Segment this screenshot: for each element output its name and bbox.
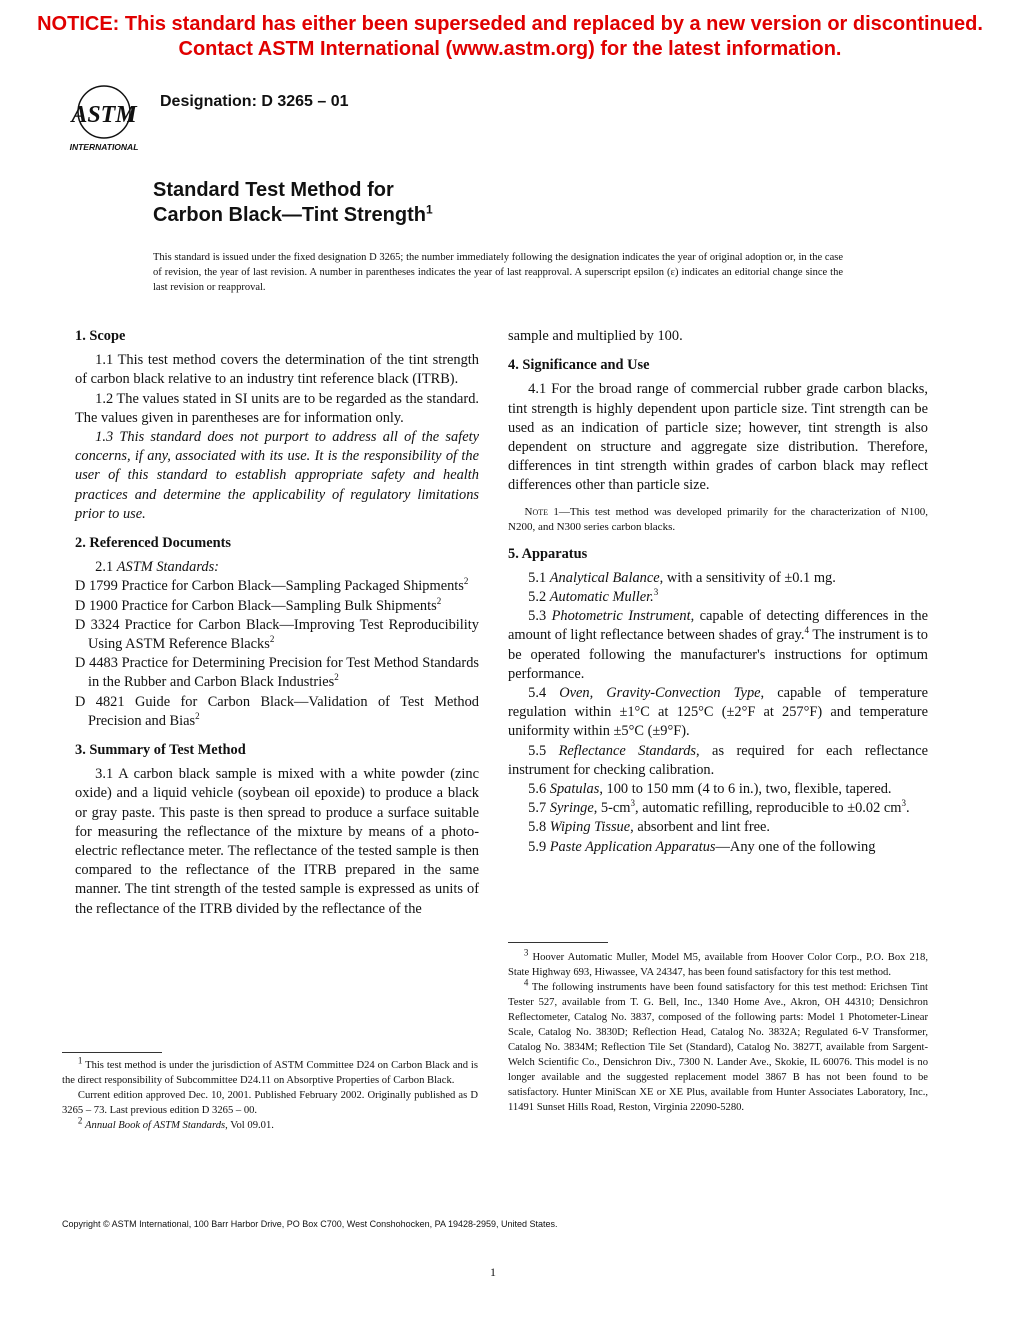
section-referenced-heading: 2. Referenced Documents [75,535,231,552]
footnote-3-marker: 3 [523,947,529,958]
footnote-3 [508,947,928,980]
ref-footnote-ref: 2 [436,595,442,606]
section-apparatus-heading: 5. Apparatus [508,545,588,562]
apparatus-text: , 5-cm [593,800,631,817]
note-1-text: —This test method was developed primarily for the characterization of N100, N200, and N300 series carbon blacks. [508,505,929,533]
section-significance-heading: 4. Significance and Use [508,357,650,374]
ref-item-text: D 4483 Practice for Determining Precision for Test Method Standards in the Rubber and Carbon Black Industries [75,655,479,691]
apparatus-footnote-ref: 4 [804,625,810,636]
notice-line-1: NOTICE: This standard has either been superseded and replaced by a new version or discontinued. [37,13,983,35]
astm-logo-icon [62,84,146,154]
apparatus-num: 5.6 [528,781,547,798]
ref-item [75,654,479,692]
footnotes-right [508,947,928,1115]
summary-3-1: 3.1 A carbon black sample is mixed with a white powder (zinc oxide) and a liquid vehicle (soybean oil epoxide) to produce a black or gray paste. This paste is then spread to produce a surface suitable for measuring the reflectance of the mixture by means of a photo-electric reflectance meter. The reflectance of the tested sample is then compared to the reflectance of the ITRB prepared in the same manner. The tint strength of the tested sample is expressed as units of the reflectance of the ITRB divided by the reflectance of the [75,766,479,917]
title-footnote-ref: 1 [426,202,433,217]
apparatus-text: , absorbent and lint free. [630,819,770,836]
ref-footnote-ref: 2 [334,672,339,683]
apparatus-footnote-ref: 3 [653,587,659,598]
document-title [153,178,433,228]
footnote-4 [508,977,928,1115]
apparatus-num: 5.8 [528,819,547,836]
apparatus-num: 5.3 [528,608,547,625]
footnote-1 [62,1055,478,1088]
ref-item-text: D 1799 Practice for Carbon Black—Sampling Packaged Shipments [75,578,464,595]
apparatus-item [508,684,928,742]
footnote-1-text: This test method is under the jurisdiction of ASTM Committee D24 on Carbon Black and is the direct responsibility of Subcommittee D24.11 on Absorptive Properties of Carbon Black. [62,1060,478,1086]
apparatus-text: The instrument is to be operated following the manufacturer's instructions for optimum performance. [508,627,928,682]
title-line-2-text: Carbon Black—Tint Strength [153,204,426,226]
footnote-3-text: Hoover Automatic Muller, Model M5, available from Hoover Color Corp., P.O. Box 218, State Highway 693, Hiwassee, VA 24347, has been found satisfactory for this test method. [508,952,928,978]
ref-footnote-ref: 2 [463,576,469,587]
apparatus-text: . [905,800,910,817]
apparatus-text: , 100 to 150 mm (4 to 6 in.), two, flexible, tapered. [599,781,892,798]
footnote-4-marker: 4 [523,977,529,988]
ref-footnote-ref: 2 [195,711,200,722]
footnote-2 [62,1115,478,1133]
note-1-label: Note 1 [524,505,559,518]
apparatus-num: 5.2 [528,589,547,606]
apparatus-name: Analytical Balance [549,569,660,586]
copyright-line: Copyright © ASTM International, 100 Barr Harbor Drive, PO Box C700, West Conshohocken, PA 19428-2959, United States. [62,1219,558,1229]
apparatus-item [508,569,928,588]
referenced-2-1-label: ASTM Standards: [116,559,219,576]
apparatus-superscript: 3 [901,798,906,809]
footnote-1-marker: 1 [77,1055,83,1066]
superseded-notice [0,12,1020,62]
ref-item-text: D 1900 Practice for Carbon Black—Sampling Bulk Shipments [75,597,437,614]
apparatus-num: 5.4 [528,685,547,702]
section-summary-heading: 3. Summary of Test Method [75,742,246,759]
apparatus-name: Syringe [549,800,594,817]
apparatus-item [508,838,928,857]
logo-international: INTERNATIONAL [69,142,139,152]
scope-1-3: 1.3 This standard does not purport to address all of the safety concerns, if any, associated with its use. It is the responsibility of the user of this standard to establish appropriate safety and health practices and determine the applicability of regulatory limitations prior to use. [75,429,479,522]
ref-item [75,693,479,731]
referenced-2-1-num: 2.1 [95,559,114,576]
apparatus-text: , capable of detecting differences in the amount of light reflectance between shades of gray. [508,608,929,644]
apparatus-text: —Any one of the following [715,838,876,855]
footnotes-left [62,1055,478,1133]
ref-item [75,577,479,596]
significance-4-1: 4.1 For the broad range of commercial rubber grade carbon blacks, tint strength is highly dependent upon particle size. Tint strength can be used as an indication of particle size; however, tint strength is also dependent on structure and aggregate size distribution. Therefore, differences in tint strength within grades of carbon black may reflect differences other than particle size. [508,381,928,494]
footnote-4-text: The following instruments have been found satisfactory for this test method: Erichsen Tint Tester 527, available from T. G. Bell, Inc., 1340 Home Ave., Akron, OH 44310; Densichron Reflectometer, Catalog No. 3837, composed of the following parts: Model 1 Photometer-Linear Scale, Catalog No. 3830D; Reflection Head, Catalog No. 3832A; Regulated 6-V Transformer, Catalog No. 3834M; Reflection Tile Set (Standard), Catalog No. 3827T, available from Sargent-Welch Scientific Co., Densichron Div., 7300 N. Lander Ave., Skokie, IL 60076. This model is no longer available and the suggested replacement model 3867 B has not been found to be satisfactory. Hunter MiniScan XE or XE Plus, available from Hunter Associates Laboratory, Inc., 11491 Sunset Hills Road, Reston, Virginia 22090-5280. [508,982,928,1113]
footnote-2-marker: 2 [77,1115,83,1126]
apparatus-name: Reflectance Standards [558,742,697,759]
apparatus-name: Oven, Gravity-Convection Type [559,685,761,702]
astm-logo [62,84,146,154]
apparatus-item [508,799,928,818]
left-column [75,327,479,919]
apparatus-item [508,818,928,837]
ref-item [75,616,479,654]
apparatus-name: Spatulas [549,781,600,798]
footnote-rule [62,1052,162,1053]
page-number: 1 [490,1265,496,1279]
apparatus-superscript: 3 [630,798,635,809]
apparatus-name: Automatic Muller. [549,589,654,606]
scope-1-1: 1.1 This test method covers the determination of the tint strength of carbon black relative to an industry tint reference black (ITRB). [75,352,479,388]
referenced-2-1 [75,558,479,577]
footnote-1b: Current edition approved Dec. 10, 2001. Published February 2002. Originally published as D 3265 – 73. Last previous edition D 3265 – 00. [62,1090,478,1116]
apparatus-num: 5.1 [528,569,547,586]
apparatus-item [508,588,928,607]
ref-item [75,597,479,616]
notice-line-2: Contact ASTM International (www.astm.org) for the latest information. [178,38,842,60]
apparatus-text: , capable of temperature regulation within ±1°C at 125°C (±2°F at 257°F) and temperature uniformity within ±5°C (±9°F). [508,685,928,740]
note-1 [508,505,928,535]
footnote-2-text: , Vol 09.01. [225,1120,274,1131]
summary-3-1-continued: sample and multiplied by 100. [508,328,683,344]
ref-item-text: D 4821 Guide for Carbon Black—Validation of Test Method Precision and Bias [75,693,479,729]
ref-item-text: D 3324 Practice for Carbon Black—Improving Test Reproducibility Using ASTM Reference Blacks [75,616,479,653]
apparatus-name: Paste Application Apparatus [549,838,716,855]
apparatus-name: Wiping Tissue [549,819,631,836]
apparatus-text: , as required for each reflectance instrument for checking calibration. [508,742,928,778]
footnote-2-title: Annual Book of ASTM Standards [85,1120,226,1131]
ref-footnote-ref: 2 [269,634,275,645]
logo-mark: ASTM [71,102,137,128]
title-line-2 [153,203,433,228]
designation: Designation: D 3265 – 01 [160,93,349,110]
apparatus-name: Photometric Instrument [551,608,691,625]
right-column [508,327,928,857]
scope-1-2: 1.2 The values stated in SI units are to be regarded as the standard. The values given in parentheses are for information only. [75,390,479,426]
apparatus-text: , with a sensitivity of ±0.1 mg. [659,569,836,586]
apparatus-text: , automatic refilling, reproducible to ±0.02 cm [635,800,902,817]
apparatus-item [508,780,928,799]
apparatus-item [508,607,928,684]
section-scope-heading: 1. Scope [75,328,126,344]
footnote-rule [508,942,608,943]
apparatus-num: 5.9 [528,838,547,855]
apparatus-item [508,742,928,780]
title-line-1: Standard Test Method for [153,179,394,201]
issuance-statement: This standard is issued under the fixed designation D 3265; the number immediately following the designation indicates the year of original adoption or, in the case of revision, the year of last revision. A number in parentheses indicates the year of last reapproval. A superscript epsilon (ε) indicates an editorial change since the last revision or reapproval. [153,252,843,293]
apparatus-num: 5.5 [528,742,547,759]
apparatus-num: 5.7 [528,800,547,817]
